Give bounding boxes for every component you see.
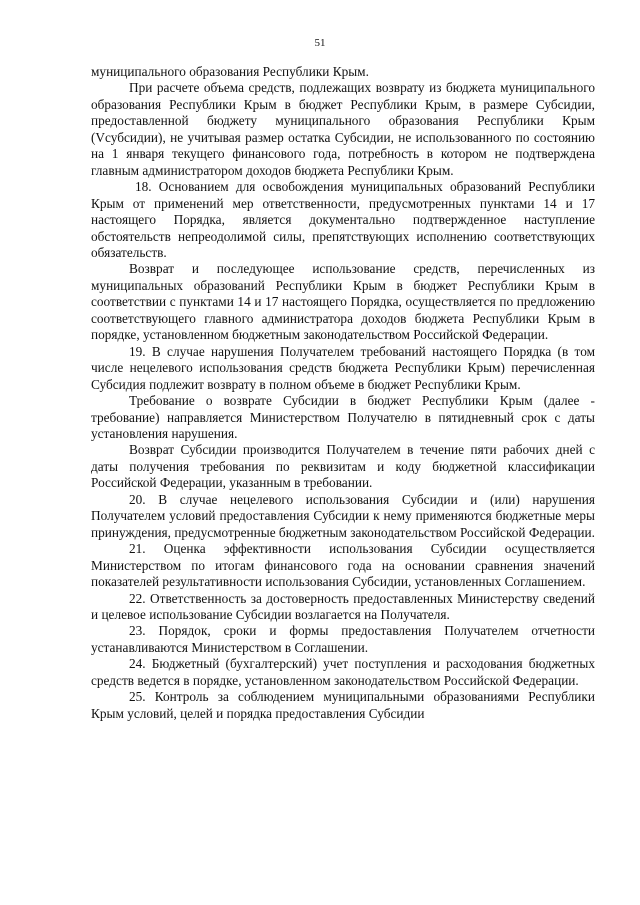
paragraph-19-violation: 19. В случае нарушения Получателем требований настоящего Порядка (в том числе нецелевого использования средств бюджета Республики Крым) перечисленная Субсидия подлежит возврату в полном объеме в бюджет Республики Крым.: [91, 343, 595, 392]
body-text: [91, 64, 595, 722]
paragraph-23-reporting: 23. Порядок, сроки и формы предоставления Получателем отчетности устанавливаются Министерством в Соглашении.: [91, 623, 595, 655]
paragraph-18-exemption: 18. Основанием для освобождения муниципальных образований Республики Крым от применений мер ответственности, предусмотренных пунктами 14 и 17 настоящего Порядка, является документально подтвержденное наступление обстоятельств непреодолимой силы, препятствующих исполнению соответствующих обязательств.: [91, 179, 595, 260]
paragraph-22-responsibility: 22. Ответственность за достоверность предоставленных Министерству сведений и целевое использование Субсидии возлагается на Получателя.: [91, 590, 595, 622]
paragraph-refund-use: Возврат и последующее использование средств, перечисленных из муниципальных образований Республики Крым в бюджет Республики Крым в соответствии с пунктами 14 и 17 настоящего Порядка, осуществляется по предложению соответствующего главного администратора доходов бюджета Республики Крым в порядке, установленном бюджетным законодательством Российской Федерации.: [91, 261, 595, 343]
paragraph-refund-demand: Требование о возврате Субсидии в бюджет Республики Крым (далее - требование) направляется Министерством Получателю в пятидневный срок с даты установления нарушения.: [91, 393, 595, 441]
paragraph-20-misuse: 20. В случае нецелевого использования Субсидии и (или) нарушения Получателем условий предоставления Субсидии к нему применяются бюджетные меры принуждения, предусмотренные бюджетным законодательством Российской Федерации.: [91, 491, 595, 540]
paragraph-24-accounting: 24. Бюджетный (бухгалтерский) учет поступления и расходования бюджетных средств ведется в порядке, установленном законодательством Российской Федерации.: [91, 656, 595, 688]
paragraph-refund-term: Возврат Субсидии производится Получателем в течение пяти рабочих дней с даты получения требования по реквизитам и коду бюджетной классификации Российской Федерации, указанным в требовании.: [91, 442, 595, 491]
paragraph-refund-calculation: При расчете объема средств, подлежащих возврату из бюджета муниципального образования Республики Крым в бюджет Республики Крым, в размере Субсидии, предоставленной бюджету муниципального образования Республики Крым (Vсубсидии), не учитывая размер остатка Субсидии, не использованного по состоянию на 1 января текущего финансового года, потребность в котором не подтверждена главным администратором доходов бюджета Республики Крым.: [91, 80, 595, 178]
page-number: 51: [314, 37, 326, 49]
paragraph-continuation: муниципального образования Республики Крым.: [91, 64, 369, 79]
paragraph-25-control: 25. Контроль за соблюдением муниципальными образованиями Республики Крым условий, целей и порядка предоставления Субсидии: [91, 689, 595, 721]
paragraph-21-efficiency: 21. Оценка эффективности использования Субсидии осуществляется Министерством по итогам финансового года на основании сравнения значений показателей результативности использования Субсидии, установленных Соглашением.: [91, 541, 595, 590]
